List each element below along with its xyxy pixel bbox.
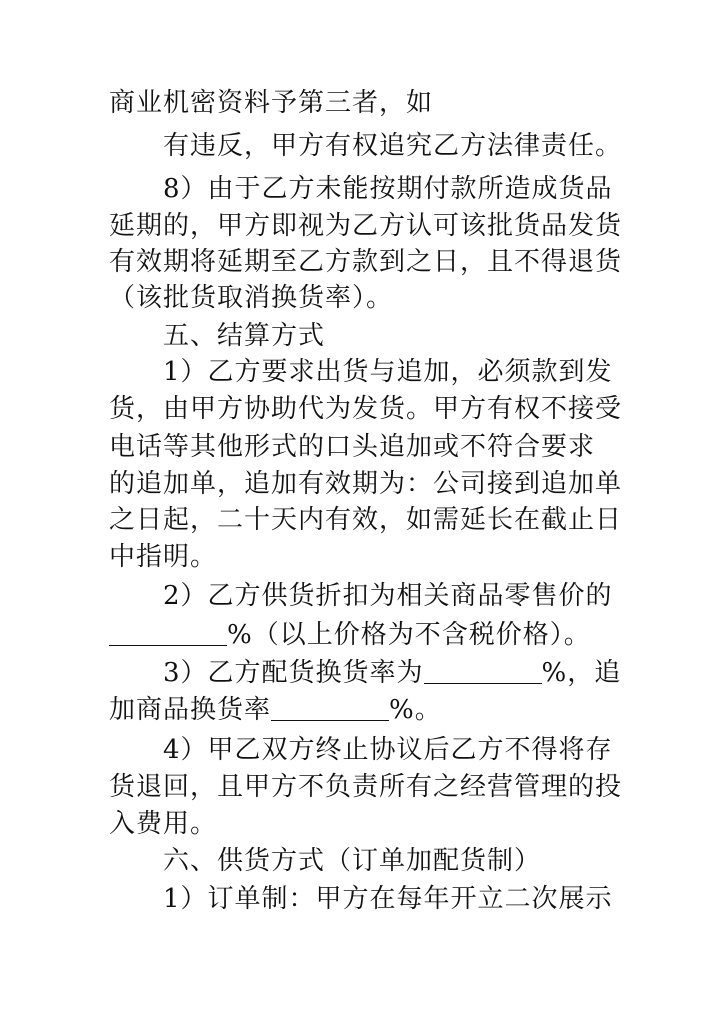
- text-line: [109, 618, 591, 652]
- text-line: 的追加单，追加有效期为：公司接到追加单: [109, 469, 623, 499]
- fill-in-blank: [109, 619, 227, 646]
- fill-in-blank: [424, 657, 542, 684]
- text-segment: %（以上价格为不含税价格）。: [227, 620, 591, 650]
- text-line: 有效期将延期至乙方款到之日，且不得退货: [109, 247, 623, 277]
- fill-in-blank: [271, 694, 389, 721]
- text-line: 货，由甲方协助代为发货。甲方有权不接受: [109, 394, 623, 424]
- text-line: [109, 693, 442, 727]
- text-line: [163, 656, 621, 690]
- text-segment: 3）乙方配货换货率为: [163, 658, 424, 688]
- text-line: 8）由于乙方未能按期付款所造成货品: [163, 174, 613, 204]
- text-line: 入费用。: [109, 809, 218, 839]
- section-heading: 六、供货方式（订单加配货制）: [163, 846, 542, 876]
- text-line: 电话等其他形式的口头追加或不符合要求: [109, 432, 596, 462]
- text-line: 商业机密资料予第三者，如: [109, 88, 434, 118]
- text-line: 有违反，甲方有权追究乙方法律责任。: [163, 131, 623, 161]
- text-line: 延期的，甲方即视为乙方认可该批货品发货: [109, 211, 623, 241]
- text-line: 货退回，且甲方不负责所有之经营管理的投: [109, 772, 623, 802]
- text-line: 1）订单制：甲方在每年开立二次展示: [163, 884, 613, 914]
- text-segment: %。: [389, 695, 442, 725]
- section-heading: 五、结算方式: [163, 321, 326, 351]
- text-segment: 加商品换货率: [109, 695, 272, 725]
- text-line: （该批货取消换货率）。: [109, 283, 394, 313]
- text-line: 2）乙方供货折扣为相关商品零售价的: [163, 581, 613, 611]
- text-line: 4）甲乙双方终止协议后乙方不得将存: [163, 735, 613, 765]
- text-line: 1）乙方要求出货与追加，必须款到发: [163, 357, 613, 387]
- text-line: 中指明。: [109, 542, 218, 572]
- text-line: 之日起，二十天内有效，如需延长在截止日: [109, 505, 623, 535]
- text-segment: %，追: [541, 658, 622, 688]
